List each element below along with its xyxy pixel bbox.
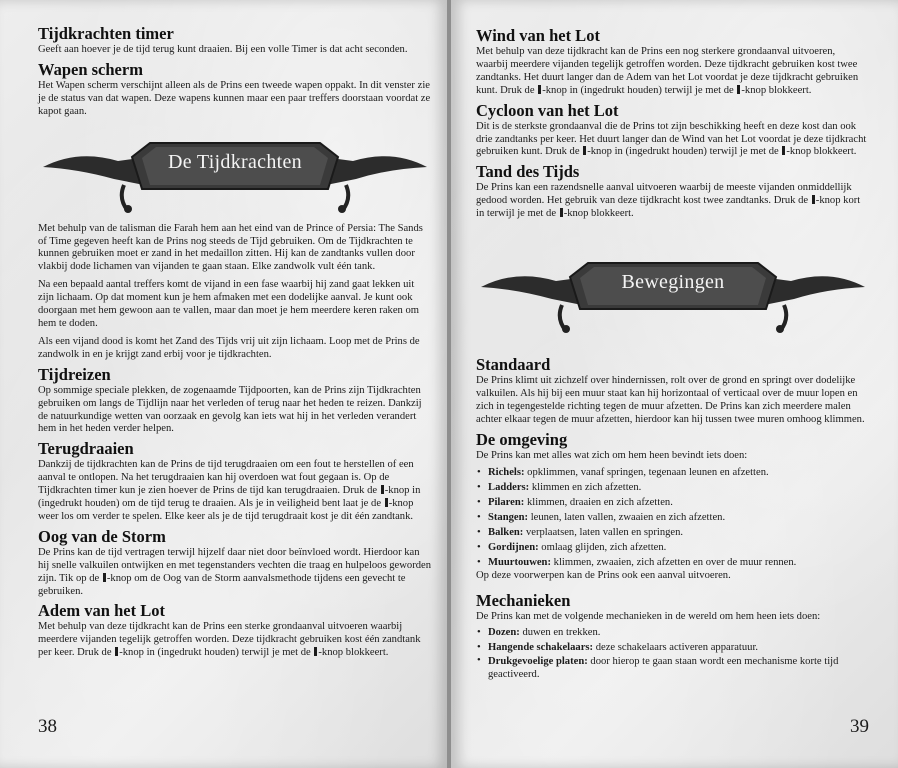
list-item-desc: klimmen en zich afzetten. (531, 481, 642, 493)
heading-terugdraaien: Terugdraaien (38, 439, 134, 459)
section-omgeving (476, 430, 868, 583)
section-weapon (38, 60, 432, 119)
list-item-desc: verplaatsen, laten vallen en springen. (525, 526, 684, 538)
list-item (476, 555, 868, 570)
list-item (476, 480, 868, 495)
list-item (476, 495, 868, 510)
text-omgeving-intro: De Prins kan met alles wat zich om hem heen bevindt iets doen: (476, 449, 748, 461)
text-mechanieken-intro: De Prins kan met de volgende mechanieken in de wereld om hem heen iets doen: (476, 610, 821, 622)
text-cycloon (476, 121, 868, 160)
right-page (451, 0, 898, 768)
heading-weapon: Wapen scherm (38, 59, 143, 79)
section-standaard (476, 355, 868, 427)
text-timer: Geeft aan hoever je de tijd terug kunt draaien. Bij een volle Timer is dat acht seconden. (38, 44, 408, 55)
list-item (476, 655, 868, 681)
l-button-icon (103, 573, 106, 582)
page-number-left: 38 (38, 716, 57, 737)
bullet-icon: • (477, 466, 481, 478)
text-tand (476, 182, 868, 221)
list-item (476, 640, 868, 655)
heading-tijdreizen: Tijdreizen (38, 364, 111, 384)
text-terugdraaien-a: Dankzij de tijdkrachten kan de Prins de tijd terugdraaien om een fout te herstellen of een aanval te ontlopen. Na het terugdraaien kan hij overdoen wat fout gegaan is. Op de Tijdkrachten timer kun je zien hoever de Prins de tijd kan terugdraaien. Druk de (38, 459, 414, 497)
list-item-desc: opklimmen, vanaf springen, tegenaan leunen en afzetten. (527, 466, 769, 478)
heading-mechanieken: Mechanieken (476, 590, 571, 610)
text-tand-c: -knop blokkeert. (563, 208, 634, 220)
intro-paragraph-1: Met behulp van de talisman die Farah hem aan het eind van de Prince of Persia: The Sands of Time gegeven heeft kan de Prins nog steeds de Tijd gebruiken. Om de Tijdkrachten te kunnen gebruiken moet er zand in het medaillon zitten. Hij kan de zandtanks vullen door vlakbij dode lichamen van vijanden te gaan staan. Elke zandwolk vult één tank. (38, 222, 423, 273)
section-wind (476, 26, 868, 98)
page-number-right: 39 (850, 716, 869, 737)
text-standaard: De Prins klimt uit zichzelf over hindernissen, rolt over de grond en springt over dodelijke valkuilen. Als hij bij een muur staat kan hij horizontaal of verticaal over de muur lopen en zich in tegengestelde richting tegen de muur afzetten. De Prins kan zich meerdere malen achter elkaar tegen de muur afzetten, hierdoor kan hij tussen twee muren omhoog klimmen. (476, 375, 865, 425)
heading-omgeving: De omgeving (476, 429, 568, 449)
text-wind-b: -knop in (ingedrukt houden) terwijl je met de (542, 84, 734, 96)
list-item-desc: door hierop te gaan staan wordt een mechanisme korte tijd geactiveerd. (488, 656, 839, 680)
text-omgeving-outro: Op deze voorwerpen kan de Prins ook een aanval uitvoeren. (476, 569, 731, 581)
bullet-icon: • (477, 556, 481, 568)
l-button-icon (115, 647, 118, 656)
bullet-icon: • (477, 526, 481, 538)
list-item-term: Hangende schakelaars: (488, 642, 594, 654)
list-item-desc: deze schakelaars activeren apparatuur. (595, 642, 759, 654)
bullet-icon: • (477, 496, 481, 508)
heading-tand: Tand des Tijds (476, 162, 580, 182)
list-item-term: Balken: (488, 526, 524, 538)
list-item-desc: klimmen, draaien en zich afzetten. (526, 496, 673, 508)
text-cycloon-b: -knop in (ingedrukt houden) terwijl je met de (587, 146, 779, 158)
list-item-term: Ladders: (488, 481, 530, 493)
text-weapon: Het Wapen scherm verschijnt alleen als de Prins een tweede wapen oppakt. In dit venster zie je de status van dat wapen. Deze wapens kunnen maar een paar treffers doorstaan voordat ze kapot gaan. (38, 79, 431, 117)
intro-paragraph-3: Als een vijand dood is komt het Zand des Tijds vrij uit zijn lichaam. Loop met de Prins de zandwolk in en je krijgt zand erbij voor je tijdkrachten. (38, 335, 420, 360)
r-button-icon (560, 208, 563, 217)
list-item-term: Stangen: (488, 511, 529, 523)
heading-timer: Tijdkrachten timer (38, 24, 174, 43)
text-cycloon-c: -knop blokkeert. (786, 146, 857, 158)
text-wind-a: Met behulp van deze tijdkracht kan de Prins een nog sterkere grondaanval uitvoeren, waarbij meerdere vijanden tegelijk getroffen worden. Deze tijdkracht gebruiken kost twee zandtanks. Het duurt langer dan de Adem van het Lot voordat je deze tijdkracht gebruiken kunt. Druk de (476, 46, 859, 96)
section-intro (38, 223, 432, 362)
text-tand-a: De Prins kan een razendsnelle aanval uitvoeren waarbij de meeste vijanden onmiddellijk gedood worden. Het gebruik van deze tijdkracht kost twee zandtanks. Druk de (476, 182, 852, 207)
section-timer (38, 24, 432, 57)
text-adem-c: -knop blokkeert. (318, 647, 389, 659)
text-adem-a: Met behulp van deze tijdkracht kan de Prins een sterke grondaanval uitvoeren waarbij meerdere vijanden tegelijk getroffen worden. Deze tijdkracht gebruiken kost één zandtank per keer. Druk de (38, 621, 421, 659)
l-button-icon (538, 85, 541, 94)
r-button-icon (782, 146, 785, 155)
list-item-term: Pilaren: (488, 496, 525, 508)
section-adem (38, 601, 432, 660)
left-page (0, 0, 448, 768)
text-adem (38, 621, 432, 660)
section-mechanieken (476, 591, 868, 682)
mechanieken-list (476, 625, 868, 681)
heading-cycloon: Cycloon van het Lot (476, 100, 619, 120)
text-tijdreizen: Op sommige speciale plekken, de zogenaamde Tijdpoorten, kan de Prins zijn Tijdkrachten gebruiken om langs de Tijdlijn naar het verleden of terug naar het heden te reizen. Dankzij de natuurkundige wetten van oorzaak en gevolg kan iets wat hij in het verleden verandert hem in het heden verder helpen. (38, 384, 422, 435)
section-cycloon (476, 101, 868, 160)
r-button-icon (314, 647, 317, 656)
heading-standaard: Standaard (476, 355, 551, 375)
list-item (476, 465, 868, 480)
list-item-desc: leunen, laten vallen, zwaaien en zich afzetten. (530, 511, 726, 523)
bullet-icon: • (477, 481, 481, 493)
text-tand-b: -knop kort in terwijl je met de (476, 195, 861, 220)
text-wind-c: -knop blokkeert. (741, 84, 812, 96)
banner-tijdkrachten (38, 127, 432, 217)
banner-title-bewegingen: Bewegingen (621, 271, 725, 294)
list-item (476, 525, 868, 540)
list-item-term: Gordijnen: (488, 541, 539, 553)
heading-wind: Wind van het Lot (476, 26, 600, 45)
section-tand (476, 162, 868, 221)
l-button-icon (385, 498, 388, 507)
list-item-desc: duwen en trekken. (522, 627, 601, 639)
list-item-desc: klimmen, zwaaien, zich afzetten en over de muur rennen. (553, 556, 797, 568)
section-tijdreizen (38, 365, 432, 437)
list-item (476, 540, 868, 555)
text-wind (476, 46, 868, 98)
right-page-content (476, 26, 868, 684)
bullet-icon: • (477, 627, 481, 639)
text-terugdraaien-b: -knop in (ingedrukt houden) om de tijd terug te draaien. Als je in veiligheid bent laat je de (38, 485, 421, 510)
bullet-icon: • (477, 541, 481, 553)
r-button-icon (737, 85, 740, 94)
heading-storm: Oog van de Storm (38, 526, 166, 546)
list-item (476, 625, 868, 640)
banner-title-tijdkrachten: De Tijdkrachten (168, 150, 302, 173)
section-storm (38, 527, 432, 599)
l-button-icon (381, 485, 384, 494)
text-storm (38, 547, 432, 599)
section-terugdraaien (38, 439, 432, 524)
l-button-icon (812, 195, 815, 204)
text-terugdraaien (38, 459, 432, 524)
heading-adem: Adem van het Lot (38, 601, 165, 621)
omgeving-list (476, 465, 868, 570)
list-item-term: Dozen: (488, 627, 520, 639)
text-cycloon-a: Dit is de sterkste grondaanval die de Prins tot zijn beschikking heeft en deze kost dan ook drie zandtanks per keer. Het duurt langer dan de Wind van het Lot voordat je deze tijdkracht gebruiken kunt. Druk de (476, 120, 867, 158)
intro-paragraph-2: Na een bepaald aantal treffers komt de vijand in een fase waarbij hij zand gaat lekken uit zijn lichaam. Op dat moment kun je hem afmaken met een dodelijke aanval. Je kunt ook doorgaan met hem gewoon aan te vallen, maar dan moet je hem meerdere keren raken om hem te doden. (38, 279, 420, 329)
l-button-icon (583, 146, 586, 155)
bullet-icon: • (477, 642, 481, 654)
list-item-term: Drukgevoelige platen: (488, 656, 588, 668)
bullet-icon: • (477, 511, 481, 523)
text-terugdraaien-c: -knop weer los om verder te spelen. Elke keer als je de tijd terugdraait kost je dit één zandtank. (38, 498, 414, 522)
list-item-desc: omlaag glijden, zich afzetten. (541, 541, 667, 553)
banner-bewegingen (476, 247, 870, 337)
text-storm-b: -knop om de Oog van de Storm aanvalsmethode tijdens een gevecht te gebruiken. (38, 572, 406, 597)
text-adem-b: -knop in (ingedrukt houden) terwijl je met de (119, 647, 311, 659)
list-item (476, 510, 868, 525)
bullet-icon: • (477, 655, 481, 667)
list-item-term: Richels: (488, 466, 525, 478)
left-page-content (38, 24, 432, 663)
list-item-term: Muurtouwen: (488, 556, 551, 568)
text-storm-a: De Prins kan de tijd vertragen terwijl hijzelf daar niet door beïnvloed wordt. Hierdoor kan hij snelle valkuilen ontwijken en met tegenstanders vechten die traag en hulpeloos geworden zijn. Tik op de (38, 546, 432, 584)
